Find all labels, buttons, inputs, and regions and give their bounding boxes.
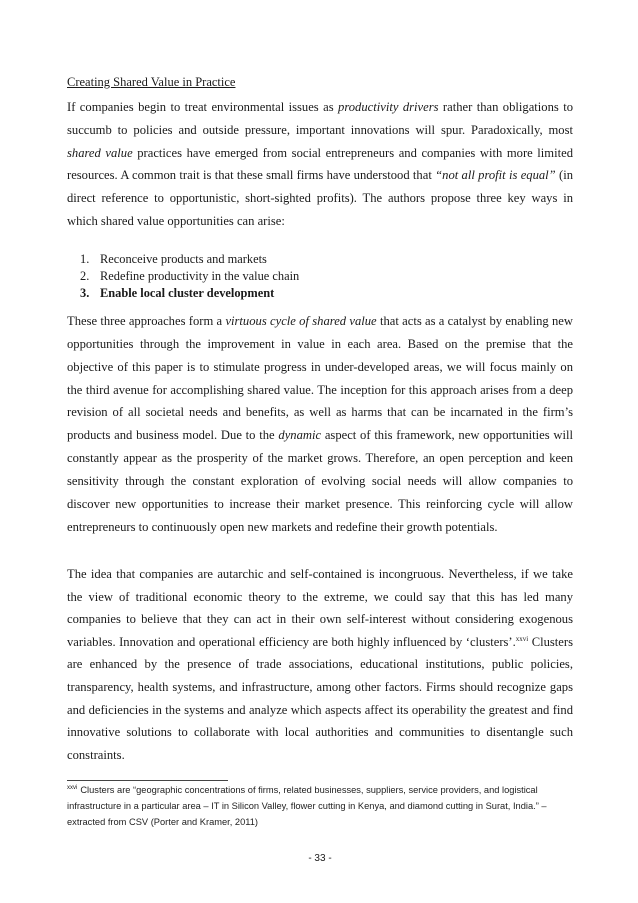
list-number: 3. (80, 286, 90, 300)
p1-italic: “not all profit is equal” (435, 168, 556, 183)
footnote (67, 782, 573, 830)
paragraph-1 (67, 96, 573, 233)
p3-text: The idea that companies are autarchic and self-contained is incongruous. Nevertheless, if we take the view of traditional economic theory to the extreme, we could say that this has led many companies to believe that they can act in their own self-interest without considering exogenous variables. Innovation and operational efficiency are both highly influenced by ‘clusters’. (67, 567, 573, 649)
p1-text: rather than obligations to succumb to policies and outside pressure, important innovations will spur. Paradoxically, most (67, 100, 573, 137)
list-item (80, 268, 299, 285)
p2-italic: dynamic (278, 428, 322, 443)
p1-italic: productivity drivers (338, 100, 439, 114)
p1-text: practices have emerged from social entrepreneurs and companies with more limited resources. A common trait is that these small firms have understood that (67, 145, 573, 183)
list-item-highlighted (80, 285, 299, 302)
p1-text: (in direct reference to opportunistic, short-sighted profits). The authors propose three key ways in which shared value opportunities can arise: (67, 168, 573, 228)
footnote-divider (67, 780, 228, 781)
p1-italic: shared value (67, 145, 133, 160)
list-item (80, 251, 299, 268)
p2-text: These three approaches form a (67, 314, 226, 328)
page-number: - 33 - (308, 853, 332, 864)
list-number: 2. (80, 269, 90, 283)
list-text: Enable local cluster development (100, 286, 275, 300)
p2-text: aspect of this framework, new opportunities will constantly appear as the prosperity of the market grows. Therefore, an open perception and keen sensitivity through the constant exploration of evolving social needs will allow companies to discover new opportunities to increase their market presence. This reinforcing cycle will allow entrepreneurs to continuously open new markets and redefine their growth potentials. (67, 428, 573, 534)
paragraph-3 (67, 563, 573, 766)
section-heading: Creating Shared Value in Practice (67, 75, 236, 89)
p1-text: If companies begin to treat environmental issues as (67, 100, 339, 114)
p2-text: that acts as a catalyst by enabling new opportunities through the improvement in value in each area. Based on the premise that the objective of this paper is to stimulate progress in under-developed areas, we will focus mainly on the third avenue for accomplishing shared value. The inception for this approach arises from a deep revision of all societal needs and benefits, as well as harms that can be incarnated in the firm’s products and business model. Due to the (67, 314, 573, 443)
footnote-reference[interactable]: xxvi (515, 634, 529, 643)
footnote-mark: xxvi (67, 784, 78, 791)
footnote-text: Clusters are “geographic concentrations of firms, related businesses, suppliers, service providers, and logistical infrastructure in a particular area – IT in Silicon Valley, flower cutting in Kenya, and diamond cutting in Surat, India.” – extracted from CSV (Porter and Kramer, 2011) (67, 785, 547, 827)
p3-text: Clusters are enhanced by the presence of trade associations, educational institutions, public policies, transparency, health systems, and infrastructure, among other factors. Firms should recognize gaps and deficiencies in the systems and analyze which aspects affect its operability the greatest and find innovative solutions to collaborate with local authorities and communities to disentangle such constraints. (67, 634, 573, 762)
list-text: Redefine productivity in the value chain (100, 269, 300, 283)
p2-italic: virtuous cycle of shared value (225, 314, 377, 328)
paragraph-2 (67, 310, 573, 538)
list-number: 1. (80, 252, 90, 266)
key-ways-list (80, 251, 299, 302)
list-text: Reconceive products and markets (100, 252, 267, 266)
